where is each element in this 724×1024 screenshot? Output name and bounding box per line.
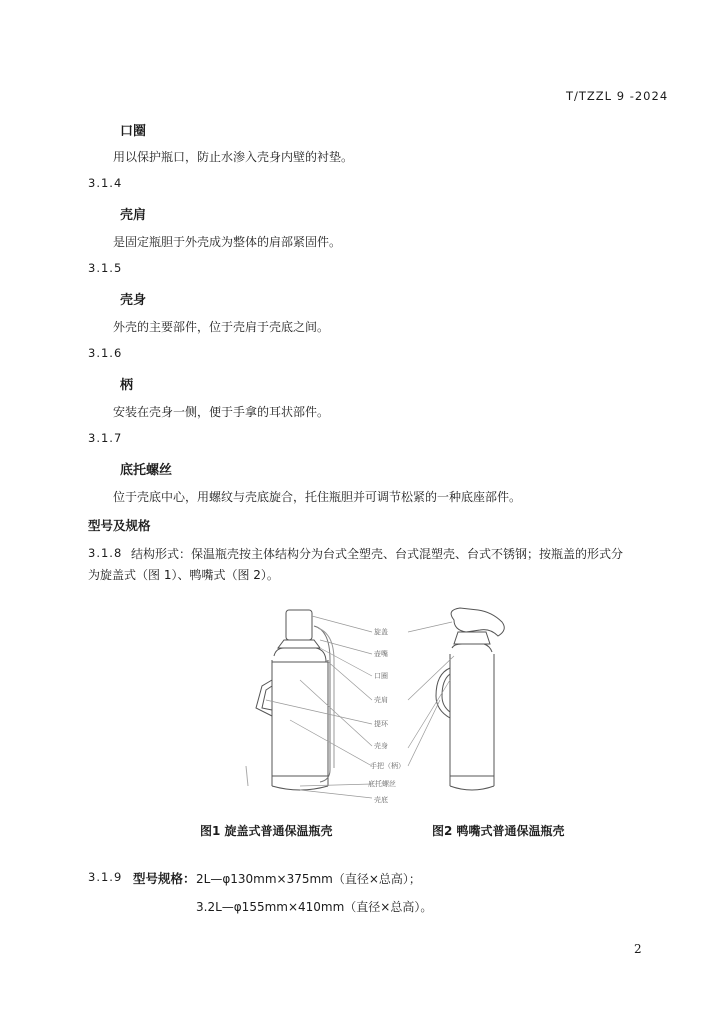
clause-number: 3.1.4 [88, 176, 123, 190]
term-title: 底托螺丝 [120, 463, 173, 478]
duck-bill-thermos-drawing [436, 608, 504, 790]
clause-number: 3.1.7 [88, 431, 123, 445]
term-title: 柄 [120, 378, 134, 393]
label-lifting-ring: 提环 [374, 720, 388, 728]
figure-1-caption: 图1 旋盖式普通保温瓶壳 [200, 824, 333, 838]
term-title: 壳肩 [120, 208, 147, 223]
clause-number: 3.1.6 [88, 346, 123, 360]
label-base-screw: 底托螺丝 [368, 780, 396, 788]
label-mouth-ring: 口圈 [374, 672, 388, 680]
label-body: 壳身 [374, 742, 388, 750]
document-code: T/TZZL 9 -2024 [566, 89, 669, 103]
clause-text: 结构形式：保温瓶壳按主体结构分为台式全塑壳、台式混塑壳、台式不锈钢；按瓶盖的形式分 [131, 547, 624, 561]
leader-lines [266, 616, 454, 798]
spec-line: 2L—φ130mm×375mm（直径×总高）； [196, 872, 421, 886]
clause-text-continued: 为旋盖式（图 1）、鸭嘴式（图 2）。 [88, 568, 279, 582]
spec-line: 3.2L—φ155mm×410mm（直径×总高）。 [196, 900, 433, 914]
clause-number: 3.1.8 [88, 546, 123, 560]
section-heading: 型号及规格 [88, 518, 151, 533]
term-title: 壳身 [120, 293, 147, 308]
term-definition: 安装在壳身一侧，便于手拿的耳状部件。 [113, 405, 330, 419]
label-handle: 手把（柄） [370, 762, 405, 770]
term-definition: 外壳的主要部件，位于壳肩于壳底之间。 [113, 320, 330, 334]
figure-2-caption: 图2 鸭嘴式普通保温瓶壳 [432, 824, 565, 838]
thermos-shell-figure [240, 600, 550, 810]
clause-number: 3.1.5 [88, 261, 123, 275]
label-base: 壳底 [374, 796, 388, 804]
page-number: 2 [634, 942, 642, 956]
label-shoulder: 壳肩 [374, 696, 388, 704]
term-title: 口圈 [120, 124, 147, 139]
term-definition: 用以保护瓶口，防止水渗入壳身内壁的衬垫。 [113, 150, 354, 164]
spec-label: 型号规格： [133, 871, 196, 886]
label-spout: 壶嘴 [374, 650, 388, 658]
label-cap: 旋盖 [374, 628, 388, 636]
term-definition: 位于壳底中心，用螺纹与壳底旋合，托住瓶胆并可调节松紧的一种底座部件。 [113, 490, 522, 504]
term-definition: 是固定瓶胆于外壳成为整体的肩部紧固件。 [113, 235, 342, 249]
screw-cap-thermos-drawing [246, 610, 334, 790]
clause-number: 3.1.9 [88, 870, 123, 884]
